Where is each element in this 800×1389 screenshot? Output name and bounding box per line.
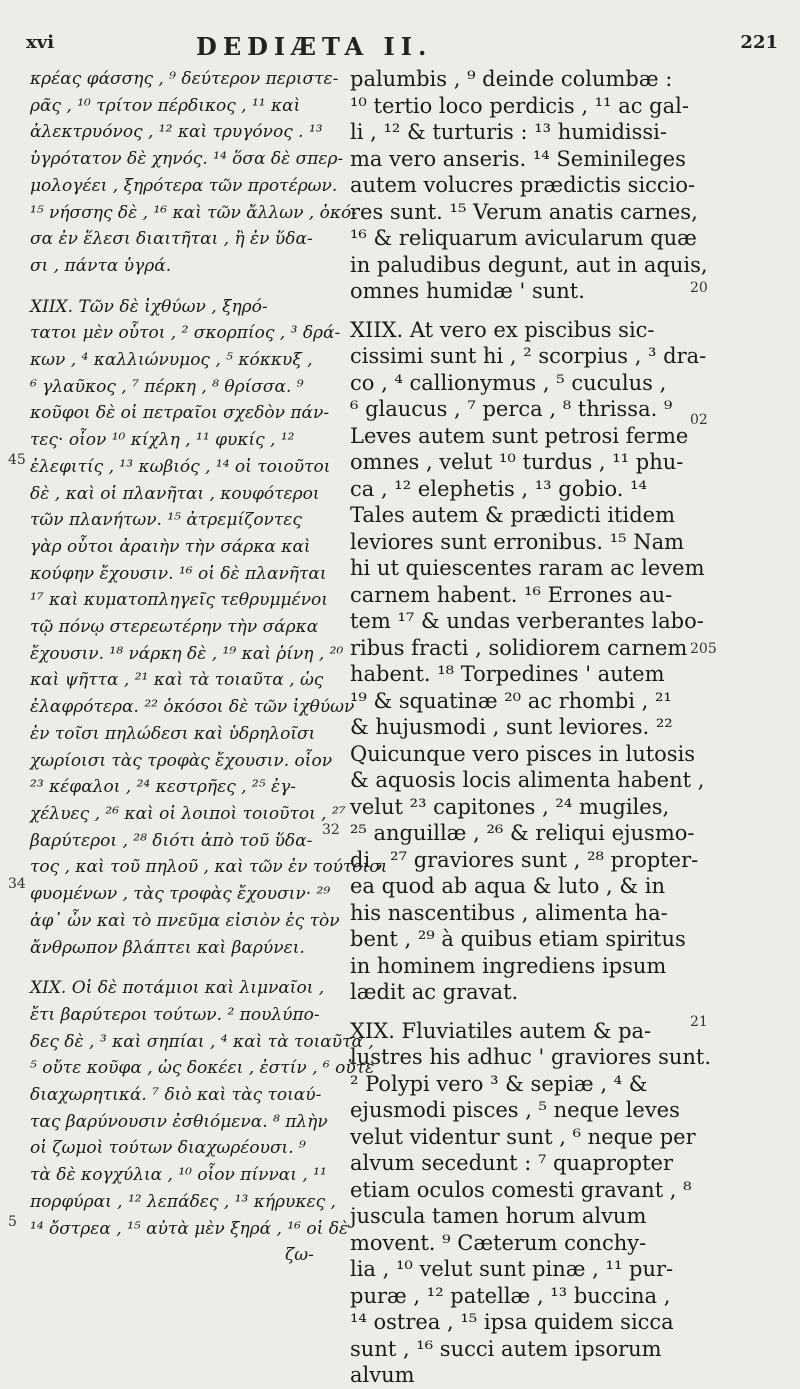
latin-line: habent. ¹⁸ Torpedines ' autem [350, 662, 665, 686]
greek-line: ⁶ γλαῦκος , ⁷ πέρκη , ⁸ θρίσσα. ⁹ [30, 376, 304, 397]
latin-line: omnes humidæ ' sunt. [350, 279, 585, 303]
latin-line: puræ , ¹² patellæ , ¹³ buccina , [350, 1283, 671, 1308]
greek-line: ἀλεκτρυόνος , ¹² καὶ τρυγόνος . ¹³ [30, 122, 323, 143]
latin-line: di , ²⁷ graviores sunt , ²⁸ propter- [350, 847, 699, 872]
latin-line: Tales autem & prædicti itidem [350, 503, 675, 527]
latin-line: hi ut quiescentes raram ac levem [350, 556, 705, 580]
latin-line: ²⁵ anguillæ , ²⁶ & reliqui ejusmo- [350, 821, 695, 845]
latin-line: lia , ¹⁰ velut sunt pinæ , ¹¹ pur- [350, 1257, 674, 1281]
greek-line: ἐλαφρότερα. ²² ὁκόσοι δὲ τῶν ἰχθύων [30, 697, 355, 718]
greek-line: διαχωρητικά. ⁷ διὸ καὶ τὰς τοιαύ- [30, 1085, 322, 1106]
latin-line: ma vero anseris. ¹⁴ Seminileges [350, 146, 686, 171]
greek-line: ¹⁵ νήσσης δὲ , ¹⁶ καὶ τῶν ἄλλων , ὁκό- [30, 202, 357, 223]
latin-line: tem ¹⁷ & undas verberantes labo- [350, 609, 704, 633]
margin-note-right: 21 [690, 1014, 708, 1030]
latin-line: bent , ²⁹ à quibus etiam spiritus [350, 927, 686, 951]
margin-note-left: 5 [8, 1214, 17, 1230]
latin-line: lædit ac gravat. [350, 980, 519, 1004]
running-head-folio-left: xvi [26, 32, 55, 53]
latin-line: & hujusmodi , sunt leviores. ²² [350, 715, 673, 739]
latin-catchword: alvum [350, 1363, 415, 1387]
latin-line: lustres his adhuc ' graviores sunt. [350, 1045, 712, 1069]
greek-text-column [30, 66, 388, 1269]
greek-line: ἀφ᾿ ὧν καὶ τὸ πνεῦμα εἰσιὸν ἐς τὸν [30, 910, 340, 931]
latin-line: sunt , ¹⁶ succi autem ipsorum [350, 1336, 662, 1361]
latin-line: ¹⁰ tertio loco perdicis , ¹¹ ac gal- [350, 93, 689, 118]
latin-line: ¹⁹ & squatinæ ²⁰ ac rhombi , ²¹ [350, 688, 672, 713]
latin-line: his nascentibus , alimenta ha- [350, 900, 668, 925]
greek-line: μολογέει , ξηρότερα τῶν προτέρων. [30, 175, 338, 196]
greek-line: οἱ ζωμοὶ τούτων διαχωρέουσι. ⁹ [30, 1138, 306, 1159]
latin-line: ⁶ glaucus , ⁷ perca , ⁸ thrissa. ⁹ [350, 397, 673, 421]
greek-line: πορφύραι , ¹² λεπάδες , ¹³ κήρυκες , [30, 1191, 336, 1212]
greek-line: ἐν τοῖσι πηλώδεσι καὶ ὑδρηλοῖσι [30, 723, 316, 744]
latin-section-heading-xix: XIX. Fluviatiles autem & pa- [350, 1018, 652, 1043]
latin-line: ejusmodi pisces , ⁵ neque leves [350, 1098, 680, 1122]
greek-line: κρέας φάσσης , ⁹ δεύτερον περιστε- [30, 69, 339, 89]
latin-line: omnes , velut ¹⁰ turdus , ¹¹ phu- [350, 450, 684, 474]
greek-line: καὶ ψῆττα , ²¹ καὶ τὰ τοιαῦτα , ὡς [30, 670, 324, 691]
latin-line: & aquosis locis alimenta habent , [350, 768, 705, 792]
running-head-page-number: 221 [740, 32, 778, 53]
latin-line: Leves autem sunt petrosi ferme [350, 423, 689, 448]
greek-line: χωρίοισι τὰς τροφὰς ἔχουσιν. οἷον [30, 750, 333, 771]
latin-line: movent. ⁹ Cæterum conchy- [350, 1230, 647, 1255]
running-head-title: DEDIÆTA II. [196, 32, 433, 61]
greek-line: τῷ πόνῳ στερεωτέρην τὴν σάρκα [30, 617, 319, 638]
latin-line: ea quod ab aqua & luto , & in [350, 874, 665, 898]
latin-line: carnem habent. ¹⁶ Errones au- [350, 582, 673, 607]
greek-line: δες δὲ , ³ καὶ σηπίαι , ⁴ καὶ τὰ τοιαῦτα , [30, 1031, 374, 1052]
greek-line: κούφην ἔχουσιν. ¹⁶ οἱ δὲ πλανῆται [30, 563, 327, 584]
latin-line: velut videntur sunt , ⁶ neque per [350, 1124, 696, 1149]
latin-line: cissimi sunt hi , ² scorpius , ³ dra- [350, 344, 707, 368]
latin-line: ca , ¹² elephetis , ¹³ gobio. ¹⁴ [350, 476, 647, 501]
greek-line: τες· οἷον ¹⁰ κίχλη , ¹¹ φυκίς , ¹² [30, 430, 295, 451]
latin-line: etiam oculos comesti gravant , ⁸ [350, 1177, 692, 1202]
latin-line: palumbis , ⁹ deinde columbæ : [350, 67, 673, 91]
latin-line: leviores sunt erronibus. ¹⁵ Nam [350, 529, 685, 554]
greek-line: ἄνθρωπον βλάπτει καὶ βαρύνει. [30, 937, 305, 958]
margin-note-right: 02 [690, 412, 708, 428]
greek-line: σι , πάντα ὑγρά. [30, 255, 172, 276]
latin-line: in hominem ingrediens ipsum [350, 953, 667, 978]
greek-line: ¹⁷ καὶ κυματοπληγεῖς τεθρυμμένοι [30, 590, 328, 611]
margin-note-right: 20 [690, 280, 708, 296]
greek-line: βαρύτεροι , ²⁸ διότι ἀπὸ τοῦ ὕδα- [30, 830, 313, 851]
margin-note-left: 34 [8, 876, 26, 892]
latin-line: co , ⁴ callionymus , ⁵ cuculus , [350, 370, 667, 395]
latin-line: li , ¹² & turturis : ¹³ humidissi- [350, 120, 667, 144]
greek-line: ὑγρότατον δὲ χηνός. ¹⁴ ὅσα δὲ σπερ- [30, 149, 344, 170]
greek-section-heading-xix: XIX. Οἱ δὲ ποτάμιοι καὶ λιμναῖοι , [30, 978, 325, 999]
latin-line: Quicunque vero pisces in lutosis [350, 741, 696, 766]
latin-line: res sunt. ¹⁵ Verum anatis carnes, [350, 199, 698, 224]
greek-line: ρᾶς , ¹⁰ τρίτον πέρδικος , ¹¹ καὶ [30, 95, 301, 116]
margin-note-left: 45 [8, 452, 26, 468]
latin-line: alvum secedunt : ⁷ quapropter [350, 1151, 674, 1175]
greek-catchword: ζω- [285, 1245, 314, 1266]
latin-section-heading-xiix: XIIX. At vero ex piscibus sic- [350, 317, 655, 342]
latin-line: autem volucres prædictis siccio- [350, 173, 696, 197]
latin-line: ² Polypi vero ³ & sepiæ , ⁴ & [350, 1071, 648, 1096]
margin-note-right: 205 [690, 641, 717, 657]
greek-line: ἔχουσιν. ¹⁸ νάρκη δὲ , ¹⁹ καὶ ῥίνη , ²⁰ [30, 643, 344, 664]
greek-line: δὲ , καὶ οἱ πλανῆται , κουφότεροι [30, 483, 320, 504]
latin-line: ribus fracti , solidiorem carnem [350, 635, 688, 660]
greek-line: ἔτι βαρύτεροι τούτων. ² πουλύπο- [30, 1004, 320, 1025]
latin-line: velut ²³ capitones , ²⁴ mugiles, [350, 794, 670, 819]
greek-line: γὰρ οὗτοι ἀραιὴν τὴν σάρκα καὶ [30, 536, 311, 557]
margin-note-inline: 32 [322, 822, 340, 838]
greek-line: φυομένων , τὰς τροφὰς ἔχουσιν· ²⁹ [30, 884, 331, 905]
greek-line: ⁵ οὔτε κοῦφα , ὡς δοκέει , ἐστίν , ⁶ οὔτε [30, 1058, 375, 1079]
greek-line: τὰ δὲ κογχύλια , ¹⁰ οἷον πίνναι , ¹¹ [30, 1165, 327, 1186]
greek-line: κων , ⁴ καλλιώνυμος , ⁵ κόκκυξ , [30, 350, 313, 371]
greek-line: κοῦφοι δὲ οἱ πετραῖοι σχεδὸν πάν- [30, 403, 330, 424]
greek-line: τος , καὶ τοῦ πηλοῦ , καὶ τῶν ἐν τούτοισι [30, 857, 388, 878]
greek-line: τῶν πλανήτων. ¹⁵ ἀτρεμίζοντες [30, 510, 302, 531]
greek-section-heading-xiix: XIIX. Τῶν δὲ ἰχθύων , ξηρό- [30, 296, 268, 317]
latin-line: ¹⁴ ostrea , ¹⁵ ipsa quidem sicca [350, 1310, 674, 1334]
latin-line: jusculа tamen horum alvum [350, 1204, 647, 1228]
greek-line: ἐλεφιτίς , ¹³ κωβιός , ¹⁴ οἱ τοιοῦτοι [30, 456, 331, 477]
greek-line: σα ἐν ἕλεσι διαιτῆται , ἢ ἐν ὕδα- [30, 229, 313, 250]
latin-line: ¹⁶ & reliquarum avicularum quæ [350, 226, 697, 250]
latin-line: in paludibus degunt, aut in aquis, [350, 252, 708, 277]
greek-line: ²³ κέφαλοι , ²⁴ κεστρῆες , ²⁵ ἐγ- [30, 777, 296, 798]
greek-line: τας βαρύνουσιν ἐσθιόμενα. ⁸ πλὴν [30, 1111, 328, 1132]
greek-line: χέλυες , ²⁶ καὶ οἱ λοιποὶ τοιοῦτοι , ²⁷ [30, 803, 346, 824]
greek-line: ¹⁴ ὄστρεα , ¹⁵ αὐτὰ μὲν ξηρά , ¹⁶ οἱ δὲ [30, 1218, 349, 1239]
greek-line: τατοι μὲν οὗτοι , ² σκορπίος , ³ δρά- [30, 323, 341, 344]
